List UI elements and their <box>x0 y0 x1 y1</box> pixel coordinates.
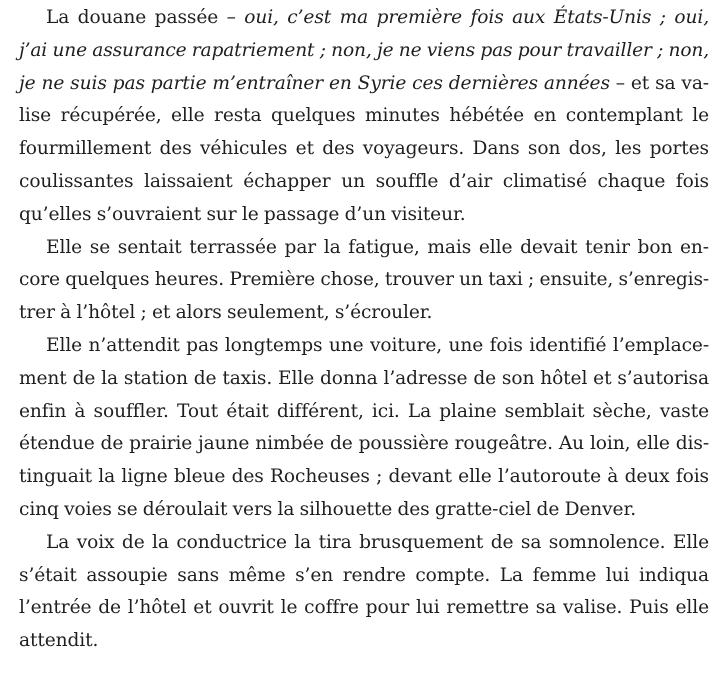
text-run: l’entrée de l’hôtel et ouvrit le coffre pour lui remettre sa valise. Puis elle <box>19 597 709 619</box>
paragraph <box>19 330 709 527</box>
text-run: trer à l’hôtel ; et alors seulement, s’écrouler. <box>19 302 433 324</box>
text-run: s’était assoupie sans même s’en rendre compte. La femme lui indiqua <box>19 564 709 586</box>
text-run: lise récupérée, elle resta quelques minutes hébétée en contemplant le <box>19 105 709 127</box>
text-run: – et sa va- <box>609 72 709 94</box>
text-run: qu’elles s’ouvraient sur le passage d’un visiteur. <box>19 203 466 225</box>
italic-text-run: je ne suis pas partie m’entraîner en Syrie ces dernières années <box>19 72 610 94</box>
text-run: ment de la station de taxis. Elle donna l’adresse de son hôtel et s’autorisa <box>19 367 709 389</box>
text-line <box>19 592 709 625</box>
paragraph <box>19 527 709 658</box>
text-line <box>19 494 709 527</box>
text-run: étendue de prairie jaune nimbée de poussière rougeâtre. Au loin, elle dis- <box>19 433 709 455</box>
text-line <box>19 100 709 133</box>
text-run: Elle n’attendit pas longtemps une voiture, une fois identifié l’emplace- <box>46 334 709 356</box>
text-run: attendit. <box>19 630 99 652</box>
text-line <box>19 133 709 166</box>
text-run: La voix de la conductrice la tira brusquement de sa somnolence. Elle <box>46 531 709 553</box>
text-line <box>19 396 709 429</box>
text-line <box>19 166 709 199</box>
italic-text-run: oui, c’est ma première fois aux États-Unis ; oui, <box>244 7 710 28</box>
text-run: cinq voies se déroulait vers la silhouette des gratte-ciel de Denver. <box>19 498 637 520</box>
paragraph <box>19 232 709 330</box>
text-line <box>19 461 709 494</box>
text-line <box>19 560 709 593</box>
paragraph <box>19 2 709 232</box>
text-line <box>19 428 709 461</box>
text-run: tinguait la ligne bleue des Rocheuses ; devant elle l’autoroute à deux fois <box>19 466 709 488</box>
text-line <box>19 297 709 330</box>
text-line <box>19 35 709 68</box>
text-line <box>19 625 709 658</box>
text-run: La douane passée – <box>46 7 245 28</box>
text-line <box>19 264 709 297</box>
text-run: core quelques heures. Première chose, trouver un taxi ; ensuite, s’enregis- <box>19 269 709 291</box>
text-line <box>19 363 709 396</box>
text-run: fourmillement des véhicules et des voyageurs. Dans son dos, les portes <box>19 138 709 160</box>
text-line <box>19 527 709 560</box>
text-run: enfin à souffler. Tout était différent, ici. La plaine semblait sèche, vaste <box>19 400 709 422</box>
text-line <box>19 199 709 232</box>
italic-text-run: j’ai une assurance rapatriement ; non, je ne viens pas pour travailler ; non, <box>19 39 709 61</box>
text-run: coulissantes laissaient échapper un souffle d’air climatisé chaque fois <box>19 170 709 192</box>
text-line <box>19 68 709 101</box>
text-line <box>19 232 709 265</box>
text-line <box>19 2 709 35</box>
text-run: Elle se sentait terrassée par la fatigue, mais elle devait tenir bon en- <box>46 236 709 258</box>
text-line <box>19 330 709 363</box>
